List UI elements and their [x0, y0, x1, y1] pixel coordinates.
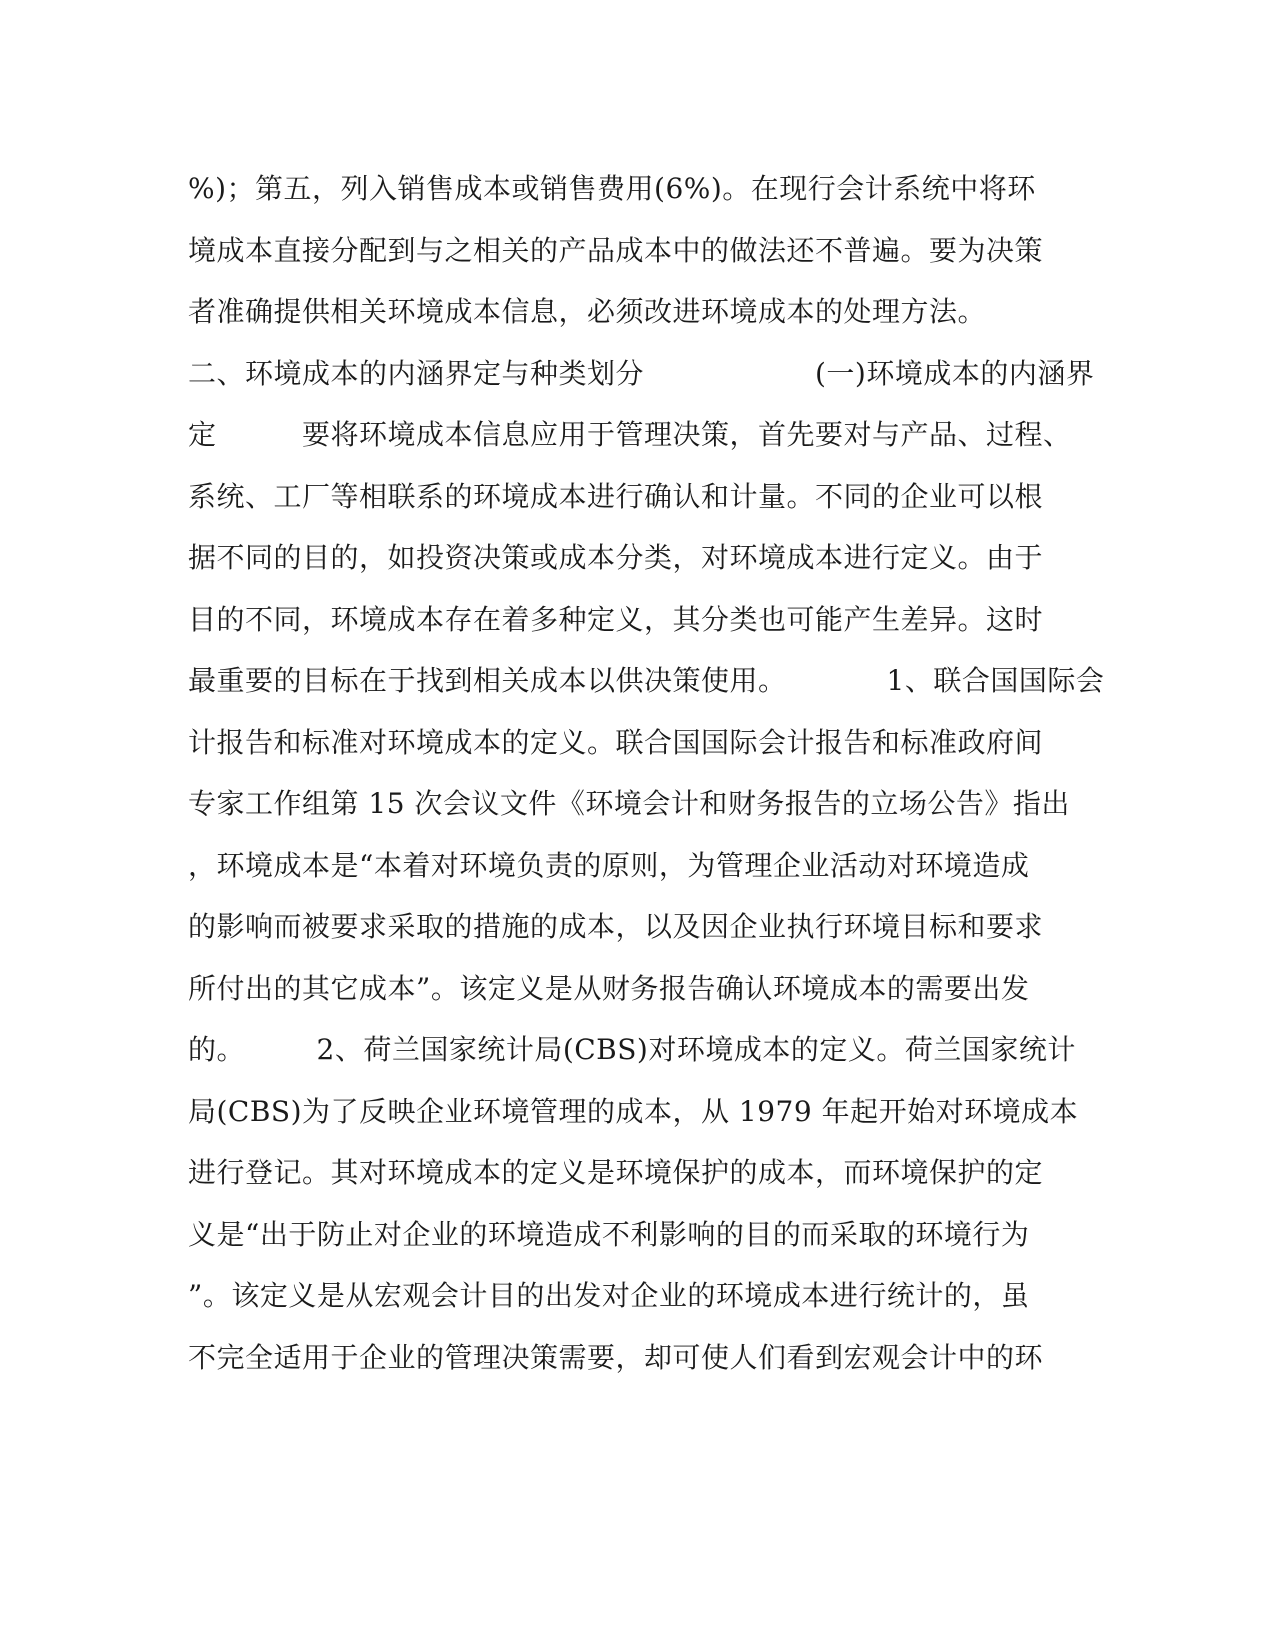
text-line: 最重要的目标在于找到相关成本以供决策使用。 1、联合国国际会 — [188, 664, 1105, 697]
text-line: 计报告和标准对环境成本的定义。联合国国际会计报告和标准政府间 — [188, 725, 1044, 759]
text-line: 专家工作组第 15 次会议文件《环境会计和财务报告的立场公告》指出 — [188, 787, 1070, 820]
text-line: 境成本直接分配到与之相关的产品成本中的做法还不普遍。要为决策 — [188, 233, 1044, 267]
text-line: 义是“出于防止对企业的环境造成不利影响的目的而采取的环境行为 — [188, 1217, 1030, 1251]
text-line: 所付出的其它成本”。该定义是从财务报告确认环境成本的需要出发 — [188, 971, 1030, 1005]
body-text — [188, 158, 1105, 1388]
text-line: 的影响而被要求采取的措施的成本，以及因企业执行环境目标和要求 — [188, 910, 1044, 943]
text-line: 系统、工厂等相联系的环境成本进行确认和计量。不同的企业可以根 — [188, 479, 1044, 513]
text-line: 目的不同，环境成本存在着多种定义，其分类也可能产生差异。这时 — [188, 602, 1044, 636]
text-line: ，环境成本是“本着对环境负责的原则，为管理企业活动对环境造成 — [188, 848, 1030, 882]
text-line: %)；第五，列入销售成本或销售费用(6%)。在现行会计系统中将环 — [188, 172, 1036, 205]
text-line: 者准确提供相关环境成本信息，必须改进环境成本的处理方法。 — [188, 295, 987, 328]
text-line: 局(CBS)为了反映企业环境管理的成本，从 1979 年起开始对环境成本 — [188, 1094, 1079, 1128]
text-line: 进行登记。其对环境成本的定义是环境保护的成本，而环境保护的定 — [188, 1156, 1044, 1189]
text-line: ”。该定义是从宏观会计目的出发对企业的环境成本进行统计的，虽 — [188, 1279, 1030, 1312]
text-line: 定 要将环境成本信息应用于管理决策，首先要对与产品、过程、 — [188, 418, 1072, 451]
text-line: 的。 2、荷兰国家统计局(CBS)对环境成本的定义。荷兰国家统计 — [188, 1033, 1076, 1066]
text-line: 据不同的目的，如投资决策或成本分类，对环境成本进行定义。由于 — [188, 541, 1044, 574]
section-heading-line: 二、环境成本的内涵界定与种类划分 (一)环境成本的内涵界 — [188, 356, 1095, 390]
text-line: 不完全适用于企业的管理决策需要，却可使人们看到宏观会计中的环 — [188, 1340, 1044, 1374]
